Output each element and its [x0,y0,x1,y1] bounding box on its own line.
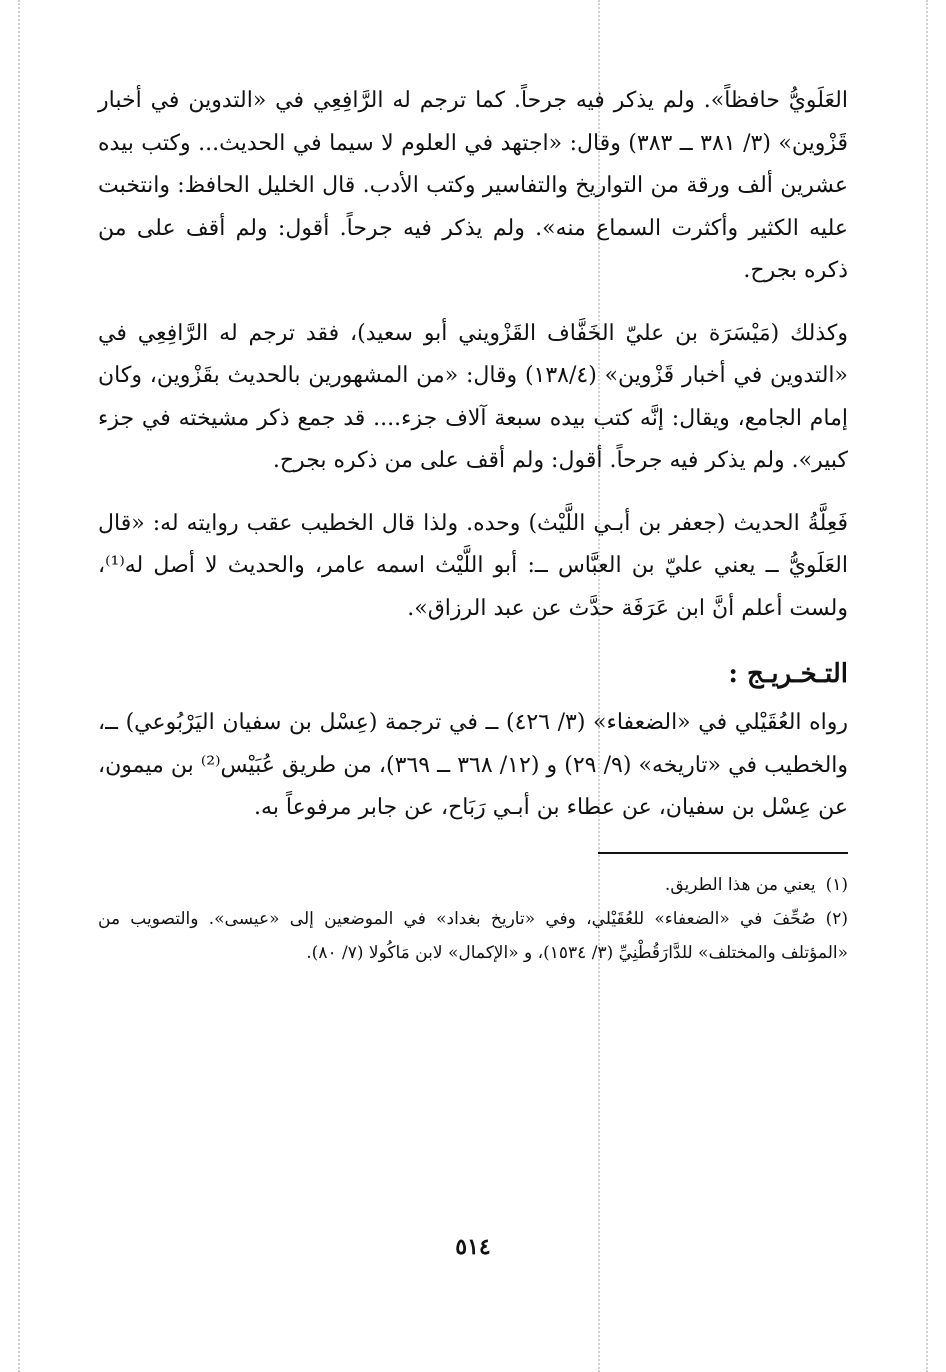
paragraph-1: العَلَويُّ حافظاً». ولم يذكر فيه جرحاً. كما ترجم له الرَّافِعِي في «التدوين في أخبار قَزْوين» (٣/ ٣٨١ ــ ٣٨٣) وقال: «اجتهد في العلوم لا سيما في الحديث... وكتب بيده عشرين ألف ورقة من التواريخ والتفاسير وكتب الأدب. قال الخليل الحافظ: وانتخبت عليه الكثير وأكثرت السماع منه». ولم يذكر فيه جرحاً. أقول: ولم أقف على من ذكره بجرح. [98,88,849,283]
scan-artifact-line [926,0,928,1372]
takhrij-paragraph: رواه العُقَيْلي في «الضعفاء» (٣/ ٤٢٦) ــ في ترجمة (عِسْل بن سفيان اليَرْبُوعي) ــ، والخطيب في «تاريخه» (٩/ ٢٩) و (١٢/ ٣٦٨ ــ ٣٦٩)، من طريق عُبَيْس⁽²⁾ بن ميمون، عن عِسْل بن سفيان، عن عطاء بن أبـي رَبَاح، عن جابر مرفوعاً به. [98,710,849,820]
footnote-text: يعني من هذا الطريق. [664,874,816,895]
footnote-text: صُحِّفَ في «الضعفاء» للعُقَيْلي، وفي «تاريخ بغداد» في الموضعين إلى «عيسى». والتصويب من «المؤتلف والمختلف» للدَّارَقُطْنِيِّ (٣/ ١٥٣٤)، و «الإكمال» لابن مَاكُولا (٧/ ٨٠). [98,908,848,963]
footnote-number: (١) [825,874,848,895]
section-heading-takhrij: التـخـريـج : [728,659,848,689]
page-number: ٥١٤ [455,1234,491,1260]
scan-artifact-line [18,0,20,1372]
paragraph-3: فَعِلَّةُ الحديث (جعفر بن أبـي اللَّيْث) وحده. ولذا قال الخطيب عقب روايته له: «قال العَلَويُّ ــ يعني عليّ بن العبَّاس ــ: أبو اللَّيْث اسمه عامر، والحديث لا أصل له⁽¹⁾، ولست أعلم أنَّ ابن عَرَفَة حدَّث عن عبد الرزاق». [98,510,848,621]
footnote-2 [98,902,848,970]
footnote-1 [98,868,848,902]
page-content [98,80,848,970]
footnote-number: (٢) [825,908,848,929]
paragraph-2: وكذلك (مَيْسَرَة بن عليّ الخَفَّاف القَزْويني أبو سعيد)، فقد ترجم له الرَّافِعِي في «التدوين في أخبار قَزْوين» (١٣٨/٤) وقال: «من المشهورين بالحديث بقَزْوين، وكان إمام الجامع، ويقال: إنَّه كتب بيده سبعة آلاف جزء.... قد جمع ذكر مشيخته في جزء كبير». ولم يذكر فيه جرحاً. أقول: ولم أقف على من ذكره بجرح. [98,320,848,473]
footnote-separator [598,852,848,854]
